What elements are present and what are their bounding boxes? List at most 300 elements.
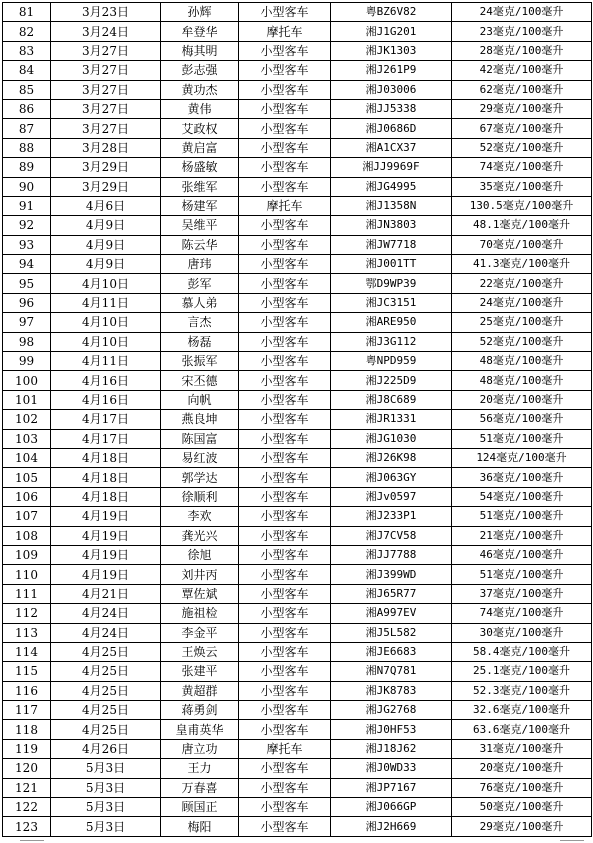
date-cell: 4月24日	[51, 623, 161, 642]
table-row	[3, 507, 592, 526]
table-row	[3, 468, 592, 487]
table-row	[3, 61, 592, 80]
alcohol-level-cell: 54毫克/100毫升	[452, 487, 592, 506]
alcohol-level-cell: 74毫克/100毫升	[452, 604, 592, 623]
vehicle-type-cell: 小型客车	[239, 410, 331, 429]
license-plate-cell: 湘JG4995	[331, 177, 452, 196]
table-row	[3, 99, 592, 118]
date-cell: 4月25日	[51, 642, 161, 661]
table-row	[3, 410, 592, 429]
record-number-cell: 104	[3, 448, 51, 467]
date-cell: 4月17日	[51, 429, 161, 448]
table-row	[3, 293, 592, 312]
alcohol-level-cell: 29毫克/100毫升	[452, 99, 592, 118]
table-row	[3, 22, 592, 41]
record-number-cell: 95	[3, 274, 51, 293]
driver-name-cell: 徐旭	[161, 545, 239, 564]
alcohol-level-cell: 48毫克/100毫升	[452, 352, 592, 371]
vehicle-type-cell: 小型客车	[239, 448, 331, 467]
record-number-cell: 111	[3, 584, 51, 603]
vehicle-type-cell: 小型客车	[239, 429, 331, 448]
license-plate-cell: 湘J03006	[331, 80, 452, 99]
record-number-cell: 113	[3, 623, 51, 642]
date-cell: 5月3日	[51, 798, 161, 817]
date-cell: 5月3日	[51, 759, 161, 778]
driver-name-cell: 向帆	[161, 390, 239, 409]
driver-name-cell: 刘井丙	[161, 565, 239, 584]
vehicle-type-cell: 小型客车	[239, 216, 331, 235]
table-row	[3, 681, 592, 700]
vehicle-type-cell: 小型客车	[239, 390, 331, 409]
alcohol-level-cell: 51毫克/100毫升	[452, 507, 592, 526]
alcohol-level-cell: 50毫克/100毫升	[452, 798, 592, 817]
alcohol-level-cell: 25.1毫克/100毫升	[452, 662, 592, 681]
record-number-cell: 97	[3, 313, 51, 332]
driver-name-cell: 李金平	[161, 623, 239, 642]
license-plate-cell: 湘J0686D	[331, 119, 452, 138]
license-plate-cell: 湘J0HF53	[331, 720, 452, 739]
table-row	[3, 545, 592, 564]
license-plate-cell: 湘JE6683	[331, 642, 452, 661]
alcohol-level-cell: 124毫克/100毫升	[452, 448, 592, 467]
record-number-cell: 90	[3, 177, 51, 196]
license-plate-cell: 鄂D9WP39	[331, 274, 452, 293]
alcohol-level-cell: 41.3毫克/100毫升	[452, 255, 592, 274]
vehicle-type-cell: 小型客车	[239, 584, 331, 603]
record-number-cell: 96	[3, 293, 51, 312]
vehicle-type-cell: 小型客车	[239, 352, 331, 371]
alcohol-level-cell: 51毫克/100毫升	[452, 429, 592, 448]
date-cell: 4月10日	[51, 313, 161, 332]
table-row	[3, 448, 592, 467]
license-plate-cell: 湘J233P1	[331, 507, 452, 526]
vehicle-type-cell: 小型客车	[239, 545, 331, 564]
vehicle-type-cell: 小型客车	[239, 177, 331, 196]
table-row	[3, 41, 592, 60]
vehicle-type-cell: 小型客车	[239, 720, 331, 739]
license-plate-cell: 湘JP7167	[331, 778, 452, 797]
date-cell: 4月25日	[51, 720, 161, 739]
license-plate-cell: 湘J225D9	[331, 371, 452, 390]
driver-name-cell: 燕良坤	[161, 410, 239, 429]
alcohol-level-cell: 22毫克/100毫升	[452, 274, 592, 293]
driver-name-cell: 杨磊	[161, 332, 239, 351]
table-row	[3, 565, 592, 584]
driver-name-cell: 黄超群	[161, 681, 239, 700]
date-cell: 4月19日	[51, 545, 161, 564]
alcohol-level-cell: 29毫克/100毫升	[452, 817, 592, 836]
record-number-cell: 98	[3, 332, 51, 351]
record-number-cell: 108	[3, 526, 51, 545]
records-table	[2, 2, 592, 837]
driver-name-cell: 陈云华	[161, 235, 239, 254]
license-plate-cell: 湘JC3151	[331, 293, 452, 312]
alcohol-level-cell: 20毫克/100毫升	[452, 390, 592, 409]
license-plate-cell: 湘J3G112	[331, 332, 452, 351]
date-cell: 4月9日	[51, 235, 161, 254]
license-plate-cell: 粤BZ6V82	[331, 3, 452, 22]
table-row	[3, 235, 592, 254]
date-cell: 3月27日	[51, 119, 161, 138]
license-plate-cell: 湘J399WD	[331, 565, 452, 584]
driver-name-cell: 王力	[161, 759, 239, 778]
record-number-cell: 93	[3, 235, 51, 254]
table-row	[3, 798, 592, 817]
record-number-cell: 116	[3, 681, 51, 700]
license-plate-cell: 湘A997EV	[331, 604, 452, 623]
record-number-cell: 83	[3, 41, 51, 60]
vehicle-type-cell: 小型客车	[239, 274, 331, 293]
license-plate-cell: 湘J001TT	[331, 255, 452, 274]
alcohol-level-cell: 35毫克/100毫升	[452, 177, 592, 196]
vehicle-type-cell: 摩托车	[239, 196, 331, 215]
record-number-cell: 120	[3, 759, 51, 778]
date-cell: 4月19日	[51, 565, 161, 584]
alcohol-level-cell: 23毫克/100毫升	[452, 22, 592, 41]
table-row	[3, 429, 592, 448]
date-cell: 4月17日	[51, 410, 161, 429]
vehicle-type-cell: 小型客车	[239, 138, 331, 157]
date-cell: 3月28日	[51, 138, 161, 157]
license-plate-cell: 湘JG2768	[331, 701, 452, 720]
driver-name-cell: 杨建军	[161, 196, 239, 215]
date-cell: 4月11日	[51, 293, 161, 312]
alcohol-level-cell: 51毫克/100毫升	[452, 565, 592, 584]
table-row	[3, 196, 592, 215]
alcohol-level-cell: 37毫克/100毫升	[452, 584, 592, 603]
license-plate-cell: 湘JW7718	[331, 235, 452, 254]
alcohol-level-cell: 48.1毫克/100毫升	[452, 216, 592, 235]
driver-name-cell: 黄伟	[161, 99, 239, 118]
date-cell: 4月10日	[51, 332, 161, 351]
table-row	[3, 255, 592, 274]
record-number-cell: 85	[3, 80, 51, 99]
vehicle-type-cell: 小型客车	[239, 119, 331, 138]
license-plate-cell: 湘J1G201	[331, 22, 452, 41]
date-cell: 4月25日	[51, 662, 161, 681]
table-row	[3, 584, 592, 603]
driver-name-cell: 郭学达	[161, 468, 239, 487]
table-row	[3, 158, 592, 177]
vehicle-type-cell: 小型客车	[239, 623, 331, 642]
alcohol-level-cell: 76毫克/100毫升	[452, 778, 592, 797]
date-cell: 4月18日	[51, 487, 161, 506]
table-row	[3, 274, 592, 293]
record-number-cell: 106	[3, 487, 51, 506]
license-plate-cell: 湘JR1331	[331, 410, 452, 429]
driver-name-cell: 吴维平	[161, 216, 239, 235]
table-row	[3, 739, 592, 758]
vehicle-type-cell: 小型客车	[239, 817, 331, 836]
alcohol-level-cell: 24毫克/100毫升	[452, 3, 592, 22]
alcohol-level-cell: 70毫克/100毫升	[452, 235, 592, 254]
record-number-cell: 94	[3, 255, 51, 274]
license-plate-cell: 湘J2H669	[331, 817, 452, 836]
table-row	[3, 352, 592, 371]
date-cell: 3月23日	[51, 3, 161, 22]
driver-name-cell: 陈国富	[161, 429, 239, 448]
driver-name-cell: 言杰	[161, 313, 239, 332]
vehicle-type-cell: 小型客车	[239, 759, 331, 778]
license-plate-cell: 湘JK1303	[331, 41, 452, 60]
vehicle-type-cell: 小型客车	[239, 158, 331, 177]
alcohol-level-cell: 20毫克/100毫升	[452, 759, 592, 778]
alcohol-level-cell: 31毫克/100毫升	[452, 739, 592, 758]
alcohol-level-cell: 63.6毫克/100毫升	[452, 720, 592, 739]
license-plate-cell: 湘JJ7788	[331, 545, 452, 564]
record-number-cell: 84	[3, 61, 51, 80]
table-row	[3, 332, 592, 351]
vehicle-type-cell: 小型客车	[239, 565, 331, 584]
record-number-cell: 114	[3, 642, 51, 661]
alcohol-level-cell: 48毫克/100毫升	[452, 371, 592, 390]
driver-name-cell: 王焕云	[161, 642, 239, 661]
driver-name-cell: 宋丕德	[161, 371, 239, 390]
driver-name-cell: 张建平	[161, 662, 239, 681]
table-row	[3, 720, 592, 739]
record-number-cell: 101	[3, 390, 51, 409]
record-number-cell: 99	[3, 352, 51, 371]
driver-name-cell: 施祖检	[161, 604, 239, 623]
driver-name-cell: 牟登华	[161, 22, 239, 41]
license-plate-cell: 湘JG1030	[331, 429, 452, 448]
license-plate-cell: 湘J0WD33	[331, 759, 452, 778]
table-row	[3, 216, 592, 235]
date-cell: 3月29日	[51, 158, 161, 177]
driver-name-cell: 万春喜	[161, 778, 239, 797]
table-row	[3, 526, 592, 545]
record-number-cell: 117	[3, 701, 51, 720]
license-plate-cell: 湘J26K98	[331, 448, 452, 467]
license-plate-cell: 湘J18J62	[331, 739, 452, 758]
driver-name-cell: 顾国正	[161, 798, 239, 817]
record-number-cell: 102	[3, 410, 51, 429]
vehicle-type-cell: 小型客车	[239, 798, 331, 817]
record-number-cell: 109	[3, 545, 51, 564]
alcohol-level-cell: 25毫克/100毫升	[452, 313, 592, 332]
date-cell: 4月18日	[51, 448, 161, 467]
driver-name-cell: 梅其明	[161, 41, 239, 60]
alcohol-level-cell: 62毫克/100毫升	[452, 80, 592, 99]
alcohol-level-cell: 52.3毫克/100毫升	[452, 681, 592, 700]
date-cell: 3月29日	[51, 177, 161, 196]
record-number-cell: 119	[3, 739, 51, 758]
vehicle-type-cell: 小型客车	[239, 255, 331, 274]
driver-name-cell: 杨盛敏	[161, 158, 239, 177]
alcohol-level-cell: 28毫克/100毫升	[452, 41, 592, 60]
driver-name-cell: 唐玮	[161, 255, 239, 274]
alcohol-level-cell: 24毫克/100毫升	[452, 293, 592, 312]
license-plate-cell: 湘ARE950	[331, 313, 452, 332]
license-plate-cell: 湘J7CV58	[331, 526, 452, 545]
alcohol-level-cell: 74毫克/100毫升	[452, 158, 592, 177]
table-row	[3, 662, 592, 681]
alcohol-level-cell: 56毫克/100毫升	[452, 410, 592, 429]
driver-name-cell: 李欢	[161, 507, 239, 526]
date-cell: 4月25日	[51, 701, 161, 720]
vehicle-type-cell: 小型客车	[239, 332, 331, 351]
date-cell: 4月26日	[51, 739, 161, 758]
page-footer-rule	[0, 838, 593, 843]
table-row	[3, 642, 592, 661]
record-number-cell: 105	[3, 468, 51, 487]
date-cell: 5月3日	[51, 817, 161, 836]
driver-name-cell: 孙辉	[161, 3, 239, 22]
record-number-cell: 100	[3, 371, 51, 390]
vehicle-type-cell: 小型客车	[239, 3, 331, 22]
record-number-cell: 103	[3, 429, 51, 448]
vehicle-type-cell: 小型客车	[239, 604, 331, 623]
driver-name-cell: 慕人弟	[161, 293, 239, 312]
driver-name-cell: 覃佐斌	[161, 584, 239, 603]
driver-name-cell: 皇甫英华	[161, 720, 239, 739]
vehicle-type-cell: 小型客车	[239, 80, 331, 99]
license-plate-cell: 湘J261P9	[331, 61, 452, 80]
vehicle-type-cell: 小型客车	[239, 681, 331, 700]
table-row	[3, 177, 592, 196]
license-plate-cell: 粤NPD959	[331, 352, 452, 371]
date-cell: 3月24日	[51, 22, 161, 41]
date-cell: 3月27日	[51, 99, 161, 118]
vehicle-type-cell: 小型客车	[239, 487, 331, 506]
record-number-cell: 110	[3, 565, 51, 584]
date-cell: 4月21日	[51, 584, 161, 603]
date-cell: 4月16日	[51, 390, 161, 409]
vehicle-type-cell: 小型客车	[239, 235, 331, 254]
license-plate-cell: 湘J1358N	[331, 196, 452, 215]
driver-name-cell: 黄启富	[161, 138, 239, 157]
alcohol-level-cell: 42毫克/100毫升	[452, 61, 592, 80]
vehicle-type-cell: 小型客车	[239, 526, 331, 545]
date-cell: 4月25日	[51, 681, 161, 700]
date-cell: 4月9日	[51, 216, 161, 235]
record-number-cell: 82	[3, 22, 51, 41]
driver-name-cell: 彭志强	[161, 61, 239, 80]
license-plate-cell: 湘JJ5338	[331, 99, 452, 118]
record-number-cell: 121	[3, 778, 51, 797]
vehicle-type-cell: 小型客车	[239, 662, 331, 681]
record-number-cell: 89	[3, 158, 51, 177]
vehicle-type-cell: 小型客车	[239, 642, 331, 661]
driver-name-cell: 黄功杰	[161, 80, 239, 99]
alcohol-level-cell: 52毫克/100毫升	[452, 332, 592, 351]
license-plate-cell: 湘Jv0597	[331, 487, 452, 506]
license-plate-cell: 湘N7Q781	[331, 662, 452, 681]
vehicle-type-cell: 小型客车	[239, 778, 331, 797]
vehicle-type-cell: 小型客车	[239, 99, 331, 118]
table-row	[3, 487, 592, 506]
driver-name-cell: 张振军	[161, 352, 239, 371]
table-row	[3, 371, 592, 390]
license-plate-cell: 湘J8C689	[331, 390, 452, 409]
vehicle-type-cell: 摩托车	[239, 739, 331, 758]
date-cell: 3月27日	[51, 80, 161, 99]
license-plate-cell: 湘JK8783	[331, 681, 452, 700]
vehicle-type-cell: 小型客车	[239, 701, 331, 720]
alcohol-level-cell: 46毫克/100毫升	[452, 545, 592, 564]
vehicle-type-cell: 小型客车	[239, 313, 331, 332]
date-cell: 3月27日	[51, 61, 161, 80]
record-number-cell: 91	[3, 196, 51, 215]
alcohol-level-cell: 58.4毫克/100毫升	[452, 642, 592, 661]
license-plate-cell: 湘J066GP	[331, 798, 452, 817]
table-row	[3, 759, 592, 778]
alcohol-level-cell: 30毫克/100毫升	[452, 623, 592, 642]
license-plate-cell: 湘JJ9969F	[331, 158, 452, 177]
alcohol-level-cell: 67毫克/100毫升	[452, 119, 592, 138]
record-number-cell: 81	[3, 3, 51, 22]
record-number-cell: 112	[3, 604, 51, 623]
license-plate-cell: 湘J65R77	[331, 584, 452, 603]
date-cell: 5月3日	[51, 778, 161, 797]
driver-name-cell: 艾政权	[161, 119, 239, 138]
table-row	[3, 390, 592, 409]
vehicle-type-cell: 摩托车	[239, 22, 331, 41]
table-row	[3, 778, 592, 797]
date-cell: 3月27日	[51, 41, 161, 60]
records-table-body	[3, 3, 592, 837]
table-row	[3, 313, 592, 332]
vehicle-type-cell: 小型客车	[239, 41, 331, 60]
license-plate-cell: 湘J063GY	[331, 468, 452, 487]
vehicle-type-cell: 小型客车	[239, 293, 331, 312]
record-number-cell: 107	[3, 507, 51, 526]
vehicle-type-cell: 小型客车	[239, 371, 331, 390]
table-row	[3, 817, 592, 836]
driver-name-cell: 张维军	[161, 177, 239, 196]
alcohol-level-cell: 32.6毫克/100毫升	[452, 701, 592, 720]
date-cell: 4月11日	[51, 352, 161, 371]
alcohol-level-cell: 36毫克/100毫升	[452, 468, 592, 487]
license-plate-cell: 湘A1CX37	[331, 138, 452, 157]
table-row	[3, 3, 592, 22]
driver-name-cell: 龚光兴	[161, 526, 239, 545]
vehicle-type-cell: 小型客车	[239, 468, 331, 487]
driver-name-cell: 梅阳	[161, 817, 239, 836]
record-number-cell: 122	[3, 798, 51, 817]
table-row	[3, 604, 592, 623]
table-row	[3, 701, 592, 720]
date-cell: 4月10日	[51, 274, 161, 293]
record-number-cell: 88	[3, 138, 51, 157]
record-number-cell: 87	[3, 119, 51, 138]
table-row	[3, 623, 592, 642]
alcohol-level-cell: 52毫克/100毫升	[452, 138, 592, 157]
alcohol-level-cell: 21毫克/100毫升	[452, 526, 592, 545]
date-cell: 4月18日	[51, 468, 161, 487]
date-cell: 4月19日	[51, 507, 161, 526]
record-number-cell: 92	[3, 216, 51, 235]
vehicle-type-cell: 小型客车	[239, 61, 331, 80]
record-number-cell: 86	[3, 99, 51, 118]
table-row	[3, 138, 592, 157]
record-number-cell: 123	[3, 817, 51, 836]
license-plate-cell: 湘JN3803	[331, 216, 452, 235]
date-cell: 4月19日	[51, 526, 161, 545]
driver-name-cell: 彭军	[161, 274, 239, 293]
alcohol-level-cell: 130.5毫克/100毫升	[452, 196, 592, 215]
date-cell: 4月16日	[51, 371, 161, 390]
license-plate-cell: 湘J5L582	[331, 623, 452, 642]
driver-name-cell: 蒋勇剑	[161, 701, 239, 720]
vehicle-type-cell: 小型客车	[239, 507, 331, 526]
driver-name-cell: 唐立功	[161, 739, 239, 758]
date-cell: 4月24日	[51, 604, 161, 623]
table-row	[3, 80, 592, 99]
date-cell: 4月9日	[51, 255, 161, 274]
table-row	[3, 119, 592, 138]
date-cell: 4月6日	[51, 196, 161, 215]
